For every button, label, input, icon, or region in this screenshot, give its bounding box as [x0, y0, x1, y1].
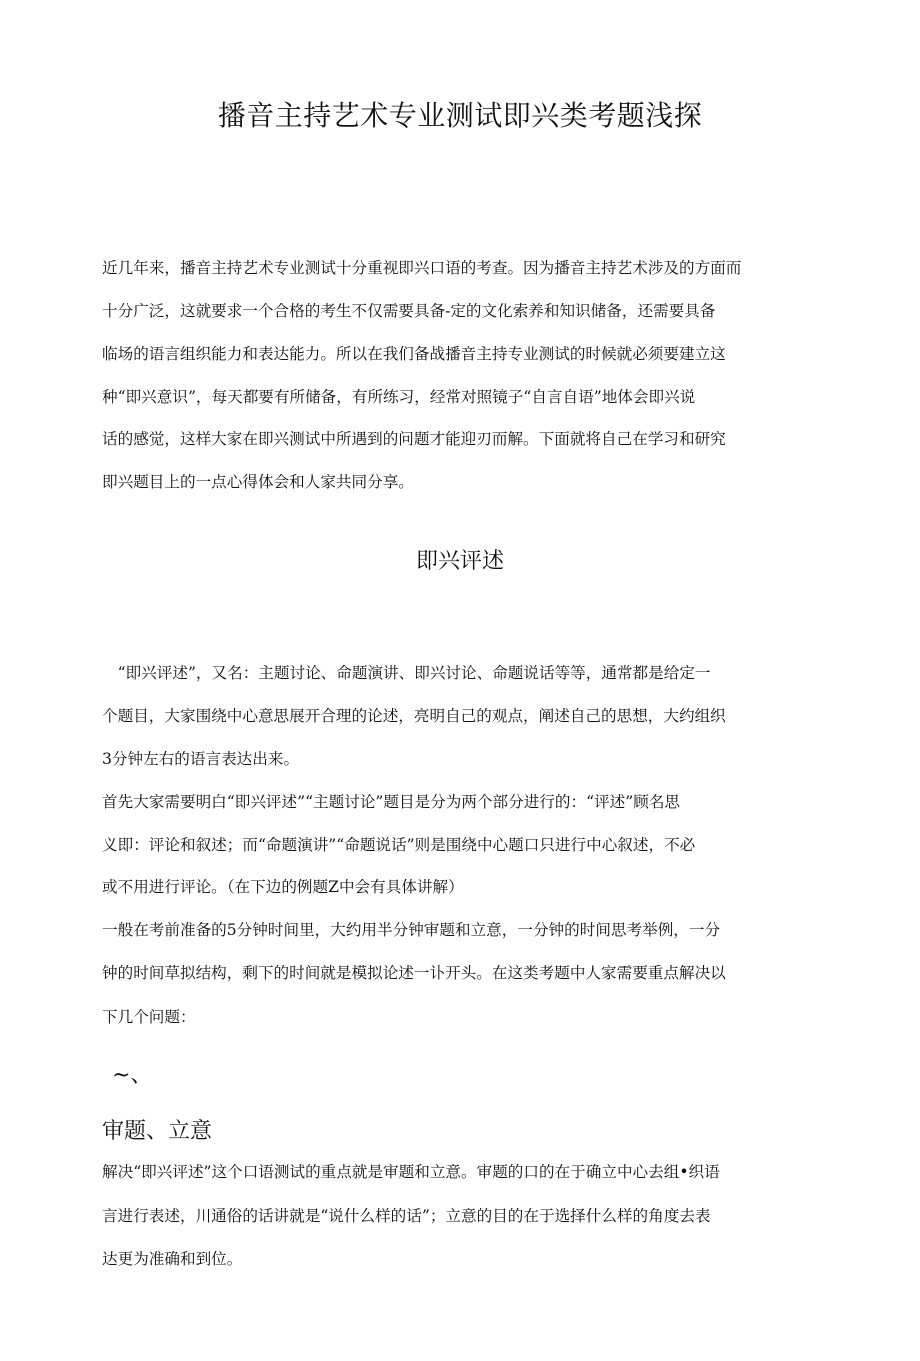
text-line: 临场的语言组织能力和表达能力。所以在我们备战播音主持专业测试的时候就必须要建立这 [102, 345, 726, 363]
text-line: 一般在考前准备的5分钟时间里，大约用半分钟审题和立意，一分钟的时间思考举例，一分 [102, 921, 721, 939]
text-line: 或不用进行评论。（在下边的例题Z中会有具体讲解） [102, 878, 464, 896]
subsection-heading: 审题、立意 [102, 1119, 213, 1144]
text-line: “即兴评述”，又名：主题讨论、命题演讲、即兴讨论、命题说话等等，通常都是给定一 [102, 664, 711, 682]
text-line: 解决“即兴评述”这个口语测试的重点就是审题和立意。审题的口的在于确立中心去组•织语 [102, 1163, 720, 1181]
text-line: 钟的时间草拟结构，剩下的时间就是模拟论述一讣开头。在这类考题中人家需要重点解决以 [102, 964, 726, 982]
text-line: 下几个问题： [102, 1008, 196, 1026]
text-line: 言进行表述，川通俗的话讲就是“说什么样的话”；立意的目的在于选择什么样的角度去表 [102, 1207, 711, 1225]
text-line: 十分广泛，这就要求一个合格的考生不仅需要具备-定的文化索养和知识储备，还需要具备 [102, 302, 716, 320]
text-line: 个题目，大家围绕中心意思展开合理的论述，亮明自己的观点，阐述自己的思想，大约组织 [102, 707, 726, 725]
document-title: 播音主持艺术专业测试即兴类考题浅探 [217, 99, 703, 132]
list-marker: ~、 [112, 1063, 153, 1088]
text-line: 即兴题目上的一点心得体会和人家共同分享。 [102, 473, 414, 491]
text-line: 3分钟左右的语言表达出来。 [102, 750, 300, 768]
text-line: 近几年来，播音主持艺术专业测试十分重视即兴口语的考查。因为播音主持艺术涉及的方面而 [102, 259, 742, 277]
text-line: 话的感觉，这样大家在即兴测试中所遇到的问题才能迎刃而解。下面就将自己在学习和研究 [102, 430, 726, 448]
text-line: 种“即兴意识”，每天都要有所储备，有所练习，经常对照镜子“自言自语”地体会即兴说 [102, 388, 696, 406]
section-heading: 即兴评述 [415, 549, 504, 574]
text-line: 义即：评论和叙述；而“命题演讲”“命题说话”则是围绕中心题口只进行中心叙述，不必 [102, 836, 696, 854]
text-line: 达更为准确和到位。 [102, 1250, 243, 1268]
text-line: 首先大家需要明白“即兴评述”“主题讨论”题目是分为两个部分进行的：“评述”顾名思 [102, 793, 681, 811]
